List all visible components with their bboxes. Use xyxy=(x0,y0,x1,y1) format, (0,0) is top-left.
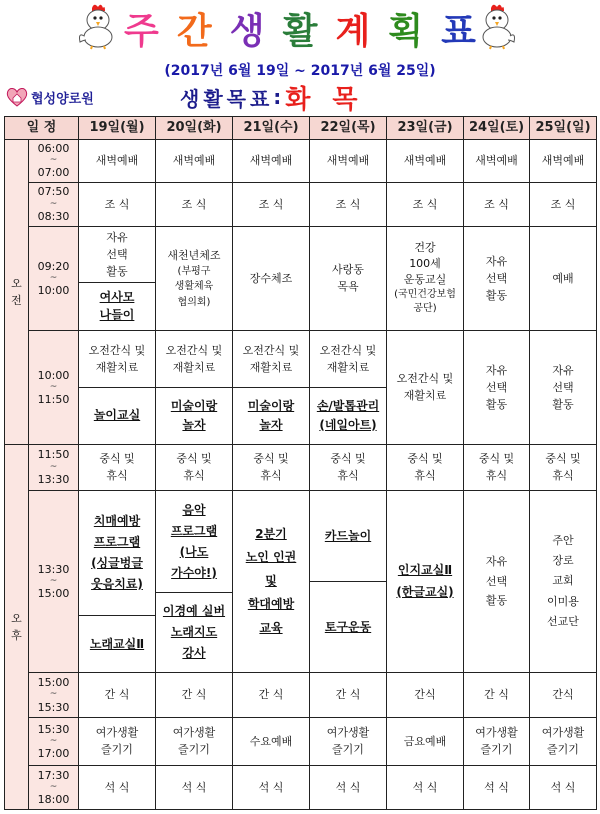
schedule-cell: 중식 및 휴식 xyxy=(464,444,530,490)
schedule-cell: 여가생활 즐기기 xyxy=(79,717,156,765)
title-char: 계 xyxy=(335,10,371,52)
title-char: 생 xyxy=(229,10,265,52)
schedule-cell: 석 식 xyxy=(464,765,530,809)
title-char: 활 xyxy=(282,10,318,52)
title-char: 표 xyxy=(441,10,476,52)
schedule-cell: 수요예배 xyxy=(233,717,310,765)
time-slot: 07:50 ~ 08:30 xyxy=(29,182,79,226)
day-header: 22일(목) xyxy=(310,117,387,140)
day-header: 24일(토) xyxy=(464,117,530,140)
schedule-cell: 중식 및 휴식 xyxy=(233,444,310,490)
time-slot: 17:30 ~ 18:00 xyxy=(29,765,79,809)
goal-label: 생활목표 xyxy=(180,86,274,111)
schedule-cell: 조 식 xyxy=(387,182,464,226)
logo-text: 협성양로원 xyxy=(31,91,94,107)
schedule-cell: 금요예배 xyxy=(387,717,464,765)
time-slot: 13:30 ~ 15:00 xyxy=(29,490,79,673)
table-row xyxy=(5,444,597,490)
title-char: 주 xyxy=(124,10,159,52)
schedule-cell: 간식 xyxy=(530,673,597,717)
table-row xyxy=(5,182,597,226)
weekly-schedule-table xyxy=(4,116,597,810)
header-row xyxy=(5,117,597,140)
schedule-cell: 자유 선택 활동 여사모 나들이 xyxy=(79,226,156,330)
page-title xyxy=(124,6,476,50)
schedule-cell: 주안 장로 교회 이미용 선교단 xyxy=(530,490,597,673)
schedule-cell: 석 식 xyxy=(79,765,156,809)
schedule-cell: 여가생활 즐기기 xyxy=(310,717,387,765)
schedule-cell: 자유 선택 활동 xyxy=(464,226,530,330)
time-slot: 11:50 ~ 13:30 xyxy=(29,444,79,490)
schedule-cell: 인지교실Ⅱ (한글교실) xyxy=(387,490,464,673)
schedule-cell: 음악 프로그램 (나도 가수야!) 이경예 실버 노래지도 강사 xyxy=(156,490,233,673)
day-header: 20일(화) xyxy=(156,117,233,140)
schedule-cell: 석 식 xyxy=(310,765,387,809)
schedule-cell: 조 식 xyxy=(79,182,156,226)
schedule-cell: 2분기 노인 인권 및 학대예방 교육 xyxy=(233,490,310,673)
table-row xyxy=(5,331,597,444)
schedule-cell: 자유 선택 활동 xyxy=(530,331,597,444)
schedule-cell: 오전간식 및 재활치료 놀이교실 xyxy=(79,331,156,444)
schedule-cell: 석 식 xyxy=(156,765,233,809)
schedule-cell: 새천년체조 (부평구 생활체육 협의회) xyxy=(156,226,233,330)
schedule-cell: 건강 100세 운동교실 (국민건강보험 공단) xyxy=(387,226,464,330)
schedule-cell: 자유 선택 활동 xyxy=(464,490,530,673)
day-header: 19일(월) xyxy=(79,117,156,140)
schedule-cell: 자유 선택 활동 xyxy=(464,331,530,444)
heart-house-icon xyxy=(6,87,28,107)
schedule-cell: 새벽예배 xyxy=(79,140,156,182)
schedule-cell: 새벽예배 xyxy=(387,140,464,182)
schedule-cell: 간 식 xyxy=(310,673,387,717)
day-header: 21일(수) xyxy=(233,117,310,140)
table-row xyxy=(5,140,597,182)
time-slot: 15:30 ~ 17:00 xyxy=(29,717,79,765)
schedule-cell: 중식 및 휴식 xyxy=(530,444,597,490)
time-slot: 15:00 ~ 15:30 xyxy=(29,673,79,717)
chick-mascot-icon xyxy=(74,2,118,50)
schedule-cell: 새벽예배 xyxy=(156,140,233,182)
goal-separator: : xyxy=(273,85,282,109)
table-row xyxy=(5,226,597,330)
schedule-cell: 간 식 xyxy=(79,673,156,717)
am-label: 오 전 xyxy=(5,140,29,444)
schedule-cell: 새벽예배 xyxy=(233,140,310,182)
table-row xyxy=(5,717,597,765)
schedule-cell: 조 식 xyxy=(233,182,310,226)
time-slot: 06:00 ~ 07:00 xyxy=(29,140,79,182)
header xyxy=(0,0,600,114)
schedule-cell: 새벽예배 xyxy=(530,140,597,182)
schedule-cell: 석 식 xyxy=(530,765,597,809)
schedule-cell: 여가생활 즐기기 xyxy=(530,717,597,765)
schedule-cell: 새벽예배 xyxy=(464,140,530,182)
day-header: 23일(금) xyxy=(387,117,464,140)
schedule-cell: 간 식 xyxy=(156,673,233,717)
schedule-cell: 간식 xyxy=(387,673,464,717)
table-row xyxy=(5,490,597,673)
chick-mascot-icon xyxy=(476,2,520,50)
schedule-cell: 석 식 xyxy=(387,765,464,809)
schedule-cell: 중식 및 휴식 xyxy=(310,444,387,490)
title-char: 획 xyxy=(388,10,424,52)
schedule-cell: 오전간식 및 재활치료 미술이랑 놀자 xyxy=(156,331,233,444)
schedule-cell: 간 식 xyxy=(233,673,310,717)
schedule-cell: 중식 및 휴식 xyxy=(79,444,156,490)
title-char: 간 xyxy=(176,10,212,52)
schedule-cell: 치매예방 프로그램 (싱글벙글 웃음치료) 노래교실Ⅱ xyxy=(79,490,156,673)
schedule-cell: 사랑동 목욕 xyxy=(310,226,387,330)
schedule-cell: 조 식 xyxy=(310,182,387,226)
schedule-cell: 장수체조 xyxy=(233,226,310,330)
schedule-cell: 여가생활 즐기기 xyxy=(156,717,233,765)
table-row xyxy=(5,673,597,717)
schedule-cell: 여가생활 즐기기 xyxy=(464,717,530,765)
schedule-cell: 예배 xyxy=(530,226,597,330)
schedule-cell: 중식 및 휴식 xyxy=(387,444,464,490)
schedule-period: (2017년 6월 19일 ~ 2017년 6월 25일) xyxy=(164,63,436,79)
schedule-cell: 오전간식 및 재활치료 손/발톱관리 (네일아트) xyxy=(310,331,387,444)
goal-value: 화목 xyxy=(285,84,380,115)
schedule-cell: 석 식 xyxy=(233,765,310,809)
time-slot: 10:00 ~ 11:50 xyxy=(29,331,79,444)
schedule-cell: 조 식 xyxy=(530,182,597,226)
day-header: 25일(일) xyxy=(530,117,597,140)
schedule-cell: 새벽예배 xyxy=(310,140,387,182)
schedule-cell: 카드놀이 토구운동 xyxy=(310,490,387,673)
life-goal xyxy=(180,82,380,115)
schedule-cell: 오전간식 및 재활치료 xyxy=(387,331,464,444)
schedule-cell: 중식 및 휴식 xyxy=(156,444,233,490)
pm-label: 오 후 xyxy=(5,444,29,809)
time-slot: 09:20 ~ 10:00 xyxy=(29,226,79,330)
schedule-cell: 조 식 xyxy=(156,182,233,226)
table-row xyxy=(5,765,597,809)
schedule-cell: 조 식 xyxy=(464,182,530,226)
schedule-cell: 오전간식 및 재활치료 미술이랑 놀자 xyxy=(233,331,310,444)
logo xyxy=(6,86,94,108)
schedule-cell: 간 식 xyxy=(464,673,530,717)
corner-label: 일 정 xyxy=(5,117,79,140)
